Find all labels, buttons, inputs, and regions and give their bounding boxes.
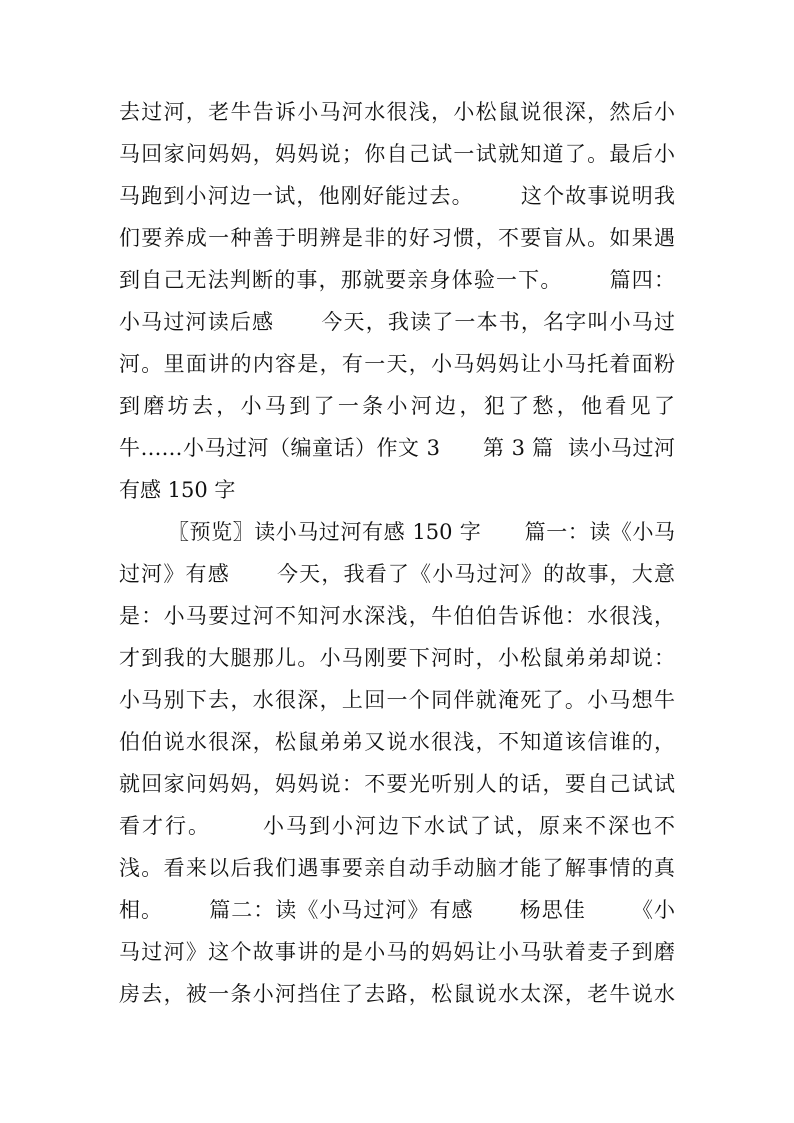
- text-line-22: 房去，被一条小河挡住了去路，松鼠说水太深，老牛说水: [119, 982, 675, 1006]
- text-line-14: 才到我的大腿那儿。小马刚要下河时，小松鼠弟弟却说：: [119, 646, 675, 670]
- text-line-8: 到磨坊去，小马到了一条小河边，犯了愁，他看见了: [119, 394, 675, 418]
- text-line-7: 河。里面讲的内容是，有一天，小马妈妈让小马托着面粉: [119, 352, 675, 376]
- text-line-18: 看才行。 小马到小河边下水试了试，原来不深也不: [119, 814, 675, 838]
- text-line-12: 过河》有感 今天，我看了《小马过河》的故事，大意: [119, 562, 675, 586]
- text-line-10: 有感 150 字: [119, 478, 236, 502]
- text-line-6: 小马过河读后感 今天，我读了一本书，名字叫小马过: [119, 310, 675, 334]
- text-line-17: 就回家问妈妈，妈妈说：不要光听别人的话，要自己试试: [119, 772, 675, 796]
- text-line-2: 马回家问妈妈，妈妈说；你自己试一试就知道了。最后小: [119, 142, 675, 166]
- text-line-1: 去过河，老牛告诉小马河水很浅，小松鼠说很深，然后小: [119, 100, 675, 124]
- text-line-19: 浅。看来以后我们遇事要亲自动手动脑才能了解事情的真: [119, 856, 675, 880]
- text-line-21: 马过河》这个故事讲的是小马的妈妈让小马驮着麦子到磨: [119, 940, 675, 964]
- text-line-11: 〖预览〗读小马过河有感 150 字 篇一：读《小马: [168, 520, 675, 544]
- text-line-15: 小马别下去，水很深，上回一个同伴就淹死了。小马想牛: [119, 688, 675, 712]
- text-line-16: 伯伯说水很深，松鼠弟弟又说水很浅，不知道该信谁的，: [119, 730, 675, 754]
- text-line-3: 马跑到小河边一试，他刚好能过去。 这个故事说明我: [119, 184, 675, 208]
- text-line-5: 到自己无法判断的事，那就要亲身体验一下。 篇四：: [119, 268, 675, 292]
- text-line-20: 相。 篇二：读《小马过河》有感 杨思佳 《小: [119, 898, 675, 922]
- text-line-9: 牛……小马过河（编童话）作文 3 第 3 篇 读小马过河: [119, 436, 675, 460]
- text-line-13: 是：小马要过河不知河水深浅，牛伯伯告诉他：水很浅，: [119, 604, 675, 628]
- text-line-4: 们要养成一种善于明辨是非的好习惯，不要盲从。如果遇: [119, 226, 675, 250]
